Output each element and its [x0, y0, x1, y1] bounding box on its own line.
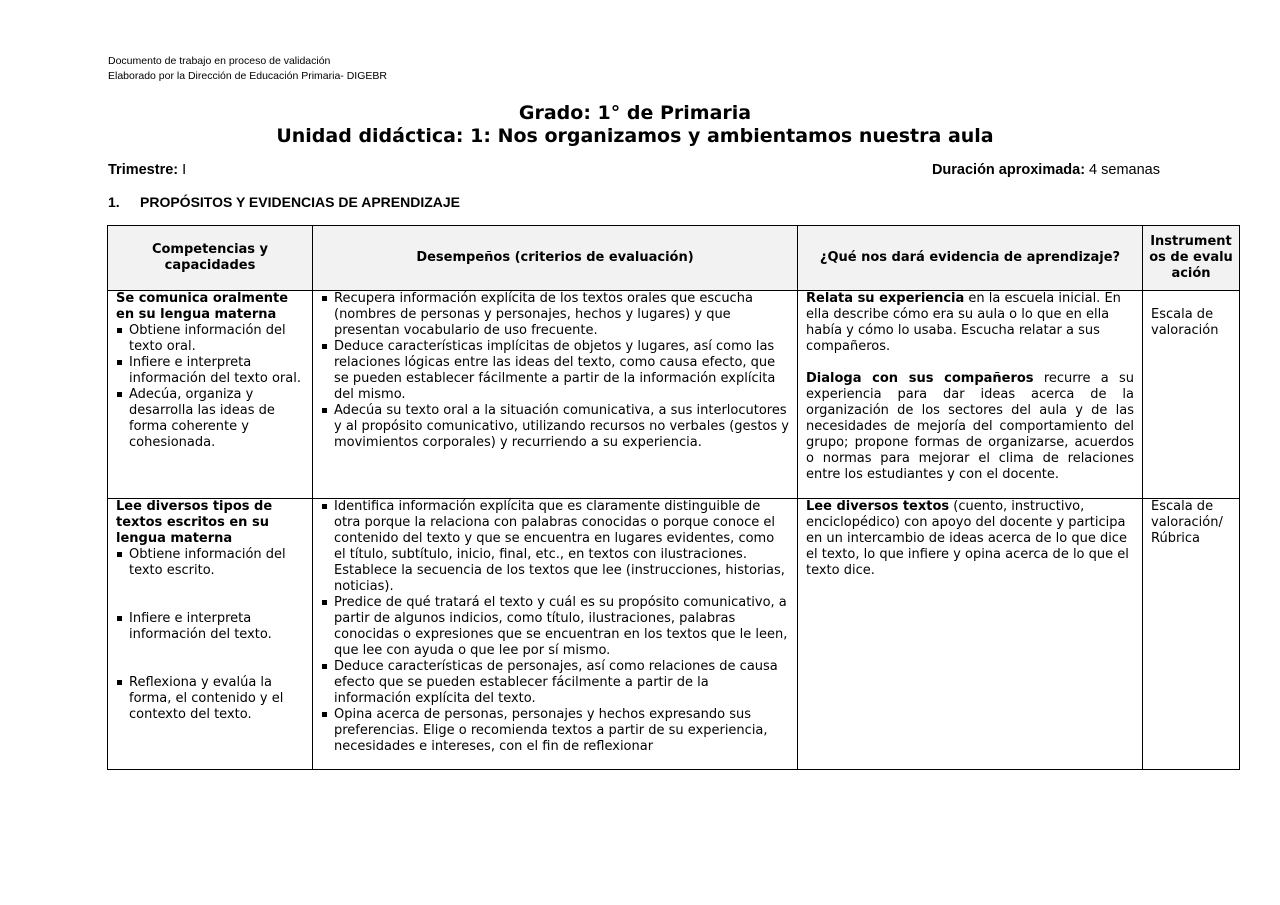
- list-item: Reflexiona y evalúa la forma, el contenido y el contexto del texto.: [116, 675, 304, 723]
- competencia-title: Lee diversos tipos de textos escritos en su lengua materna: [116, 499, 273, 546]
- instrumento-cell: [1143, 291, 1240, 499]
- desempenos-list: [321, 499, 789, 755]
- evidencia-text: (cuento, instructivo, enciclopédico) con apoyo del docente y participa en un intercambio de ideas acerca de lo que dice el texto, lo que infiere y opina acerca de lo que el texto dice.: [806, 499, 1129, 578]
- evidencia-cell: [798, 291, 1143, 499]
- list-item: Deduce características de personajes, así como relaciones de causa efecto que se pueden establecer fácilmente a partir de la información explícita del texto.: [321, 659, 789, 707]
- duration-label: Duración aproximada:: [931, 162, 1086, 178]
- instrumento-text: Escala de valoración: [1151, 307, 1219, 338]
- section-heading: [108, 194, 460, 210]
- grade-title: Grado: 1° de Primaria: [518, 102, 752, 124]
- evidencia-keyword: Lee diversos textos: [806, 499, 950, 514]
- desempenos-clip: [321, 499, 789, 769]
- section-number: 1.: [108, 194, 120, 210]
- evidencia-keyword: Relata su experiencia: [806, 291, 965, 306]
- capacidades-list: [116, 323, 304, 451]
- list-item: Obtiene información del texto escrito.: [116, 547, 304, 579]
- trimester-label: Trimestre:: [108, 162, 179, 178]
- competencia-title: Se comunica oralmente en su lengua materna: [116, 291, 289, 322]
- competencia-cell: [108, 291, 313, 499]
- header-evidencia: ¿Qué nos dará evidencia de aprendizaje?: [798, 226, 1143, 291]
- list-item: Recupera información explícita de los textos orales que escucha (nombres de personas y personajes, hechos y lugares) y que presentan vocabulario de uso frecuente.: [321, 291, 789, 339]
- capacidades-list: [116, 547, 304, 579]
- header-note-line-2: Elaborado por la Dirección de Educación Primaria- DIGEBR: [108, 70, 387, 82]
- desempenos-cell: [313, 499, 798, 770]
- document-title: [0, 102, 1270, 148]
- evidencia-text: en la escuela inicial. En ella describe cómo era su aula o lo que en ella había y cómo lo usaba. Escucha relatar a sus compañeros.: [806, 291, 1121, 354]
- evidencia-cell: [798, 499, 1143, 770]
- section-title: PROPÓSITOS Y EVIDENCIAS DE APRENDIZAJE: [140, 194, 461, 210]
- header-desempenos: Desempeños (criterios de evaluación): [313, 226, 798, 291]
- capacidades-list-2: [116, 611, 304, 643]
- duration-value: 4 semanas: [1085, 162, 1160, 178]
- instrumento-cell: [1143, 499, 1240, 770]
- list-item: Predice de qué tratará el texto y cuál es su propósito comunicativo, a partir de algunos indicios, como título, ilustraciones, palabras conocidas o expresiones que se encuentran en los textos que le leen, que lee con ayuda o que lee por sí mismo.: [321, 595, 789, 659]
- evidencia-text: recurre a su experiencia para dar ideas acerca de la organización de los sectores del aula y de las necesidades de mejoría del comportamiento del grupo; propone formas de organizarse, acuerdos o normas para mejorar el clima de relaciones entre los estudiantes y con el docente.: [806, 371, 1134, 482]
- header-note: [108, 54, 387, 84]
- trimester: [108, 162, 186, 178]
- list-item: Obtiene información del texto oral.: [116, 323, 304, 355]
- table-row: [108, 291, 1240, 499]
- evidencia-paragraph-1: [806, 291, 1134, 355]
- desempenos-list: [321, 291, 789, 451]
- evidencia-paragraph-1: [806, 499, 1134, 579]
- instrumento-text: Escala de valoración/ Rúbrica: [1151, 499, 1223, 546]
- list-item: Adecúa, organiza y desarrolla las ideas de forma coherente y cohesionada.: [116, 387, 304, 451]
- list-item: Opina acerca de personas, personajes y hechos expresando sus preferencias. Elige o recomienda textos a partir de su experiencia, necesidades e intereses, con el fin de reflexionar: [321, 707, 789, 755]
- unit-title: Unidad didáctica: 1: Nos organizamos y ambientamos nuestra aula: [276, 125, 994, 147]
- table-row: [108, 499, 1240, 770]
- list-item: Identifica información explícita que es claramente distinguible de otra porque la relaciona con palabras conocidas o porque conoce el contenido del texto y que se encuentra en lugares evidentes, como el título, subtítulo, inicio, final, etc., en textos con ilustraciones. Establece la secuencia de los textos que lee (instrucciones, historias, noticias).: [321, 499, 789, 595]
- list-item: Infiere e interpreta información del texto oral.: [116, 355, 304, 387]
- capacidades-list-3: [116, 675, 304, 723]
- header-instrumentos: Instrumentos de evaluación: [1143, 226, 1240, 291]
- list-item: Deduce características implícitas de objetos y lugares, así como las relaciones lógicas entre las ideas del texto, como causa efecto, que se pueden establecer fácilmente a partir de la información explícita del mismo.: [321, 339, 789, 403]
- purposes-table: [107, 225, 1240, 770]
- desempenos-cell: [313, 291, 798, 499]
- competencia-cell: [108, 499, 313, 770]
- evidencia-paragraph-2: [806, 371, 1134, 483]
- table-header-row: [108, 226, 1240, 291]
- list-item: Infiere e interpreta información del texto.: [116, 611, 304, 643]
- trimester-value: I: [178, 162, 187, 178]
- header-competencias: Competencias y capacidades: [108, 226, 313, 291]
- duration: [932, 162, 1160, 178]
- header-note-line-1: Documento de trabajo en proceso de validación: [108, 55, 331, 67]
- list-item: Adecúa su texto oral a la situación comunicativa, a sus interlocutores y al propósito comunicativo, utilizando recursos no verbales (gestos y movimientos corporales) y recurriendo a su experiencia.: [321, 403, 789, 451]
- evidencia-keyword: Dialoga con sus compañeros: [806, 371, 1034, 386]
